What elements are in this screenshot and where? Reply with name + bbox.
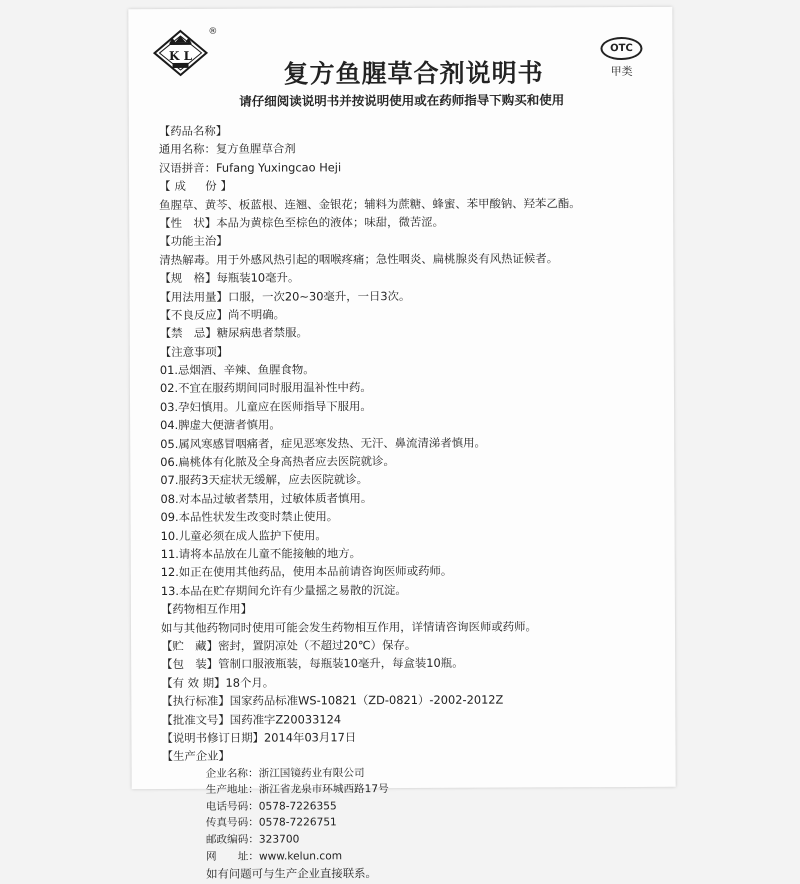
manufacturer-name-row	[206, 764, 667, 783]
precaution-item: 09.本品性状发生改变时禁止使用。	[160, 509, 339, 525]
section-heading-storage: 【 贮 藏 】	[161, 637, 218, 656]
section-heading-ingredients: 【 成 份 】	[159, 177, 236, 196]
precaution-item: 06.扁桃体有化脓及全身高热者应去医院就诊。	[160, 454, 395, 470]
pinyin-name: 汉语拼音：Fufang Yuxingcao Heji	[158, 160, 342, 175]
storage-text: 密封，置阴凉处（不超过20℃）保存。	[218, 637, 417, 653]
svg-text:K L: K L	[168, 48, 193, 64]
precaution-item: 04.脾虚大便溏者慎用。	[160, 417, 281, 433]
section-heading-manufacturer: 【 生产企业 】	[162, 747, 230, 766]
otc-class-label: 甲类	[610, 64, 633, 79]
section-heading-revision-date: 【 说明书修订日期 】	[161, 728, 264, 747]
section-heading-appearance: 【 性 状 】	[159, 214, 216, 233]
adverse-reactions-text: 尚不明确。	[227, 307, 286, 322]
validity-text: 18个月。	[225, 675, 275, 690]
manufacturer-name: 浙江国镜药业有限公司	[258, 766, 365, 780]
manufacturer-postcode-label: 邮政编码：	[205, 833, 259, 846]
section-heading-package: 【 包 装 】	[161, 655, 218, 674]
standard-text: 国家药品标准WS-10821（ZD-0821）-2002-2012Z	[229, 692, 504, 708]
precaution-item: 13.本品在贮存期间允许有少量摇之易散的沉淀。	[160, 582, 407, 598]
manufacturer-fax-label: 传真号码：	[205, 817, 259, 830]
section-heading-dosage: 【 用法用量 】	[160, 287, 228, 306]
leaflet-body	[159, 120, 667, 884]
manufacturer-address: 浙江省龙泉市环城西路17号	[258, 783, 389, 796]
precaution-item: 02.不宜在服药期间同时服用温补性中药。	[159, 380, 372, 396]
section-heading-standard: 【 执行标准 】	[161, 692, 229, 711]
manufacturer-phone-label: 电话号码：	[205, 800, 259, 813]
page-title: 复方鱼腥草合剂说明书	[283, 58, 544, 89]
registered-mark: ®	[208, 26, 218, 37]
manufacturer-fax-row	[206, 813, 667, 832]
precaution-item: 10.儿童必须在成人监护下使用。	[160, 527, 327, 543]
section-heading-approval: 【 批准文号 】	[161, 710, 229, 729]
page-subtitle: 请仔细阅读说明书并按说明使用或在药师指导下购买和使用	[239, 92, 565, 109]
manufacturer-name-label: 企业名称：	[205, 767, 259, 780]
manufacturer-postcode: 323700	[258, 833, 300, 846]
company-logo	[152, 29, 208, 77]
manufacturer-address-row	[206, 780, 667, 799]
ingredients-text: 鱼腥草、黄芩、板蓝根、连翘、金银花；辅料为蔗糖、蜂蜜、苯甲酸钠、羟苯乙酯。	[159, 195, 581, 212]
manufacturer-fax: 0578-7226751	[258, 816, 337, 830]
appearance-text: 本品为黄棕色至棕色的液体；味甜，微苦涩。	[216, 214, 445, 230]
section-heading-precautions: 【 注意事项 】	[160, 342, 228, 361]
indications-text: 清热解毒。用于外感风热引起的咽喉疼痛；急性咽炎、扁桃腺炎有风热证候者。	[159, 251, 559, 267]
precaution-item: 05.属风寒感冒咽痛者，症见恶寒发热、无汗、鼻流清涕者慎用。	[160, 435, 486, 451]
precaution-item: 03.孕妇慎用。儿童应在医师指导下服用。	[160, 398, 372, 414]
otc-badge: OTC	[600, 37, 642, 60]
dosage-text: 口服，一次20~30毫升，一日3次。	[227, 288, 411, 304]
section-heading-adverse-reactions: 【 不良反应 】	[160, 306, 228, 325]
precaution-item: 12.如正在使用其他药品，使用本品前请咨询医师或药师。	[160, 564, 453, 580]
precaution-item: 07.服药3天症状无缓解，应去医院就诊。	[160, 472, 369, 488]
approval-text: 国药准字Z20033124	[229, 711, 342, 727]
manufacturer-website-row	[206, 846, 667, 865]
specification-text: 每瓶装10毫升。	[216, 270, 300, 285]
manufacturer-postcode-row	[206, 830, 667, 849]
manufacturer-phone-row	[206, 797, 667, 816]
section-heading-validity: 【 有 效 期 】	[161, 673, 225, 692]
revision-date-text: 2014年03月17日	[264, 730, 357, 745]
precaution-item: 01.忌烟酒、辛辣、鱼腥食物。	[159, 362, 315, 378]
precaution-item: 08.对本品过敏者禁用，过敏体质者慎用。	[160, 490, 373, 506]
contraindications-text: 糖尿病患者禁服。	[216, 325, 308, 341]
leaflet-sheet	[128, 7, 675, 882]
section-heading-drug-name: 【 药品名称 】	[159, 122, 227, 141]
section-heading-indications: 【 功能主治 】	[159, 232, 227, 251]
interactions-text: 如与其他药物同时使用可能会发生药物相互作用，详情请咨询医师或药师。	[160, 618, 537, 635]
package-text: 管制口服液瓶装，每瓶装10毫升，每盒装10瓶。	[218, 656, 464, 672]
generic-name: 通用名称：复方鱼腥草合剂	[158, 141, 296, 157]
manufacturer-phone: 0578-7226355	[258, 800, 337, 813]
manufacturer-address-label: 生产地址：	[205, 783, 259, 797]
section-heading-contraindications: 【 禁 忌 】	[160, 324, 217, 343]
section-heading-interactions: 【 药物相互作用 】	[161, 600, 252, 619]
manufacturer-website-label: 网 址：	[205, 850, 259, 863]
manufacturer-website: www.kelun.com	[258, 849, 343, 863]
section-heading-specification: 【 规 格 】	[159, 269, 216, 288]
precaution-item: 11.请将本品放在儿童不能接触的地方。	[160, 546, 362, 562]
manufacturer-contact-note: 如有问题可与生产企业直接联系。	[206, 866, 377, 882]
